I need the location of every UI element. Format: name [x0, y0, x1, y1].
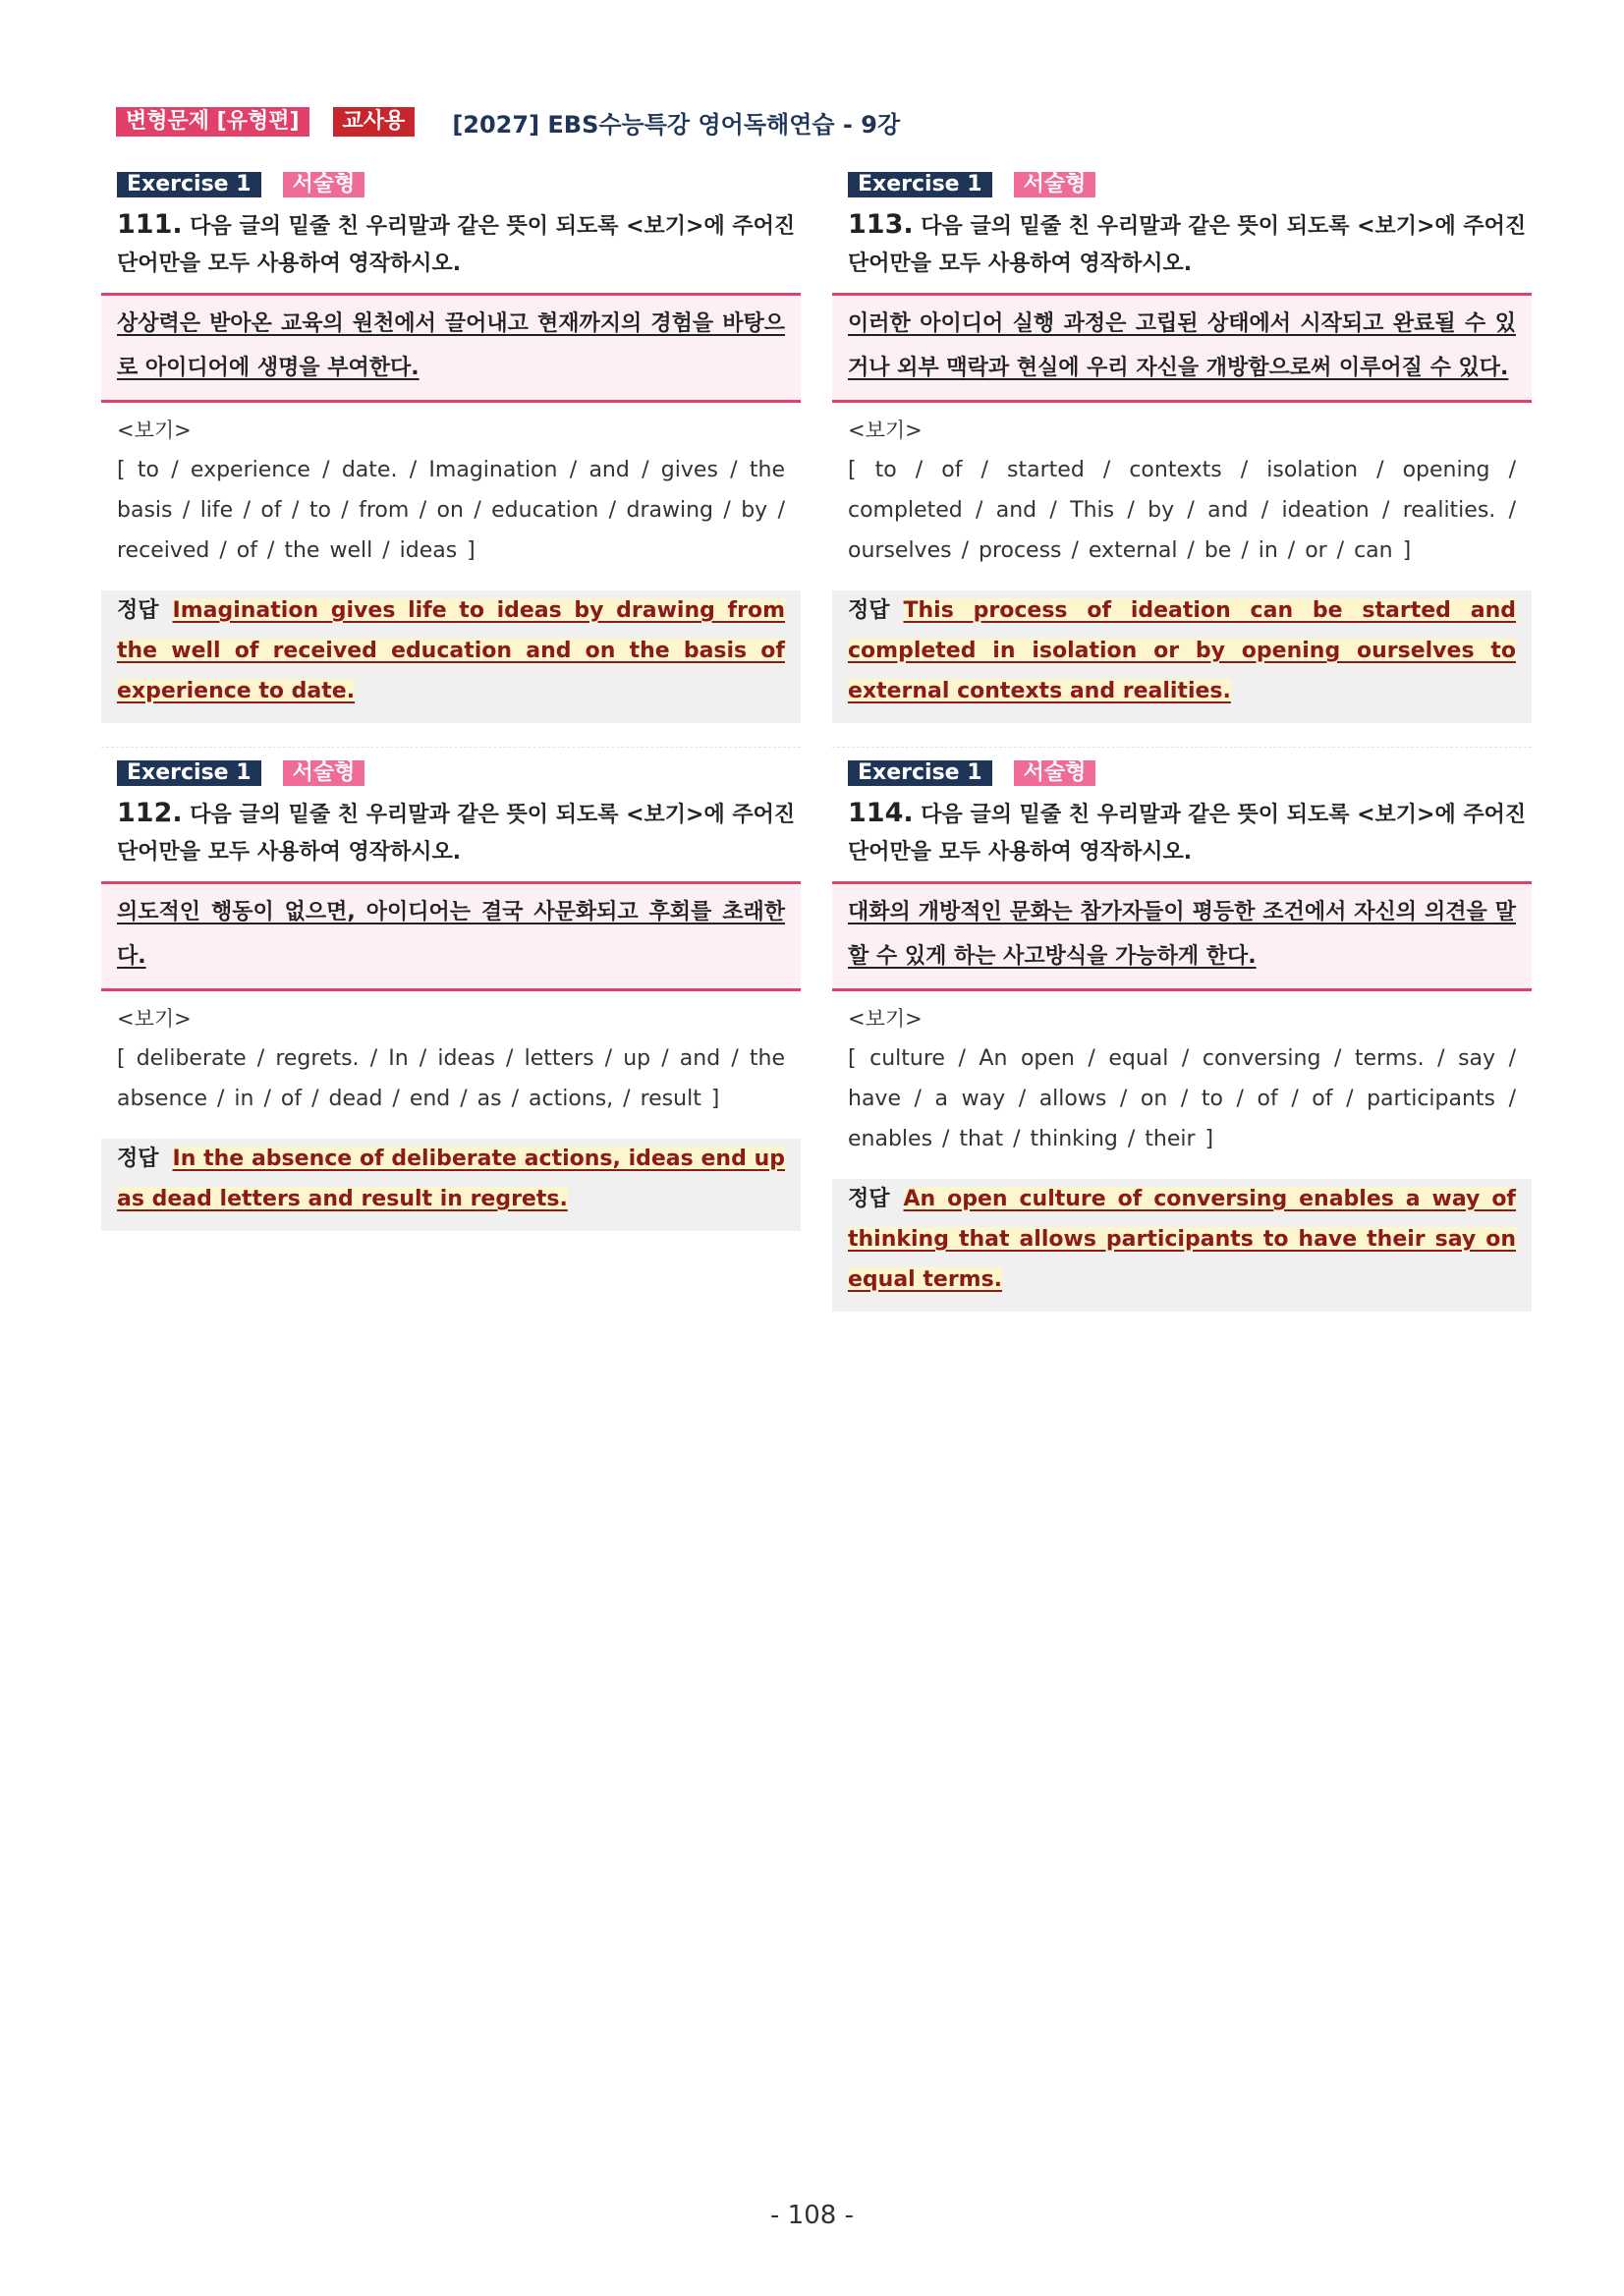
exercise-header — [848, 171, 1532, 198]
exercise-header — [117, 759, 801, 787]
exercise-block — [832, 171, 1532, 723]
answer-box — [101, 590, 801, 723]
answer-box — [832, 1179, 1532, 1312]
question-type-label: 서술형 — [1014, 760, 1096, 786]
bogi-label: <보기> — [117, 419, 192, 442]
question-number: 113. — [848, 209, 914, 240]
right-column — [832, 171, 1532, 1312]
korean-sentence-box — [101, 293, 801, 403]
answer-text: Imagination gives life to ideas by drawing from the well of received education and on the basis of experience to date. — [117, 598, 785, 703]
exercise-block — [101, 759, 801, 1231]
page-number: - 108 - — [770, 2201, 854, 2230]
exercise-label: Exercise 1 — [848, 760, 992, 786]
question-prompt — [848, 206, 1532, 283]
exercise-block — [832, 759, 1532, 1312]
korean-sentence-box — [832, 881, 1532, 991]
question-text: 다음 글의 밑줄 친 우리말과 같은 뜻이 되도록 <보기>에 주어진 단어만을 모두 사용하여 영작하시오. — [848, 803, 1527, 865]
left-column — [101, 171, 801, 1231]
exercise-block — [101, 171, 801, 723]
answer-text: In the absence of deliberate actions, ideas end up as dead letters and result in regrets. — [117, 1147, 785, 1211]
answer-text: This process of ideation can be started and completed in isolation or by opening ourselves to external contexts and realities. — [848, 598, 1516, 703]
question-number: 111. — [117, 209, 183, 240]
exercise-header — [117, 171, 801, 198]
word-bank: [ deliberate / regrets. / In / ideas / letters / up / and / the absence / in / of / dead / end / as / actions, / result ] — [117, 1046, 785, 1111]
exercise-header — [848, 759, 1532, 787]
answer-text: An open culture of conversing enables a way of thinking that allows participants to have their say on equal terms. — [848, 1187, 1516, 1292]
bogi-label: <보기> — [848, 1007, 923, 1031]
question-number: 112. — [117, 798, 183, 828]
exercise-label: Exercise 1 — [117, 760, 261, 786]
divider — [832, 747, 1532, 748]
question-prompt — [117, 206, 801, 283]
answer-box — [101, 1139, 801, 1231]
variant-problem-tag: 변형문제 [유형편] — [116, 107, 309, 137]
bogi-label: <보기> — [848, 419, 923, 442]
korean-sentence-box — [832, 293, 1532, 403]
page-header — [116, 104, 900, 140]
question-type-label: 서술형 — [283, 760, 365, 786]
question-text: 다음 글의 밑줄 친 우리말과 같은 뜻이 되도록 <보기>에 주어진 단어만을 모두 사용하여 영작하시오. — [117, 214, 796, 276]
bogi-label: <보기> — [117, 1007, 192, 1031]
question-text: 다음 글의 밑줄 친 우리말과 같은 뜻이 되도록 <보기>에 주어진 단어만을 모두 사용하여 영작하시오. — [848, 214, 1527, 276]
korean-sentence: 의도적인 행동이 없으면, 아이디어는 결국 사문화되고 후회를 초래한다. — [117, 900, 785, 969]
word-bank: [ to / of / started / contexts / isolation / opening / completed / and / This / by / and / ideation / realities. / ourselves / process / external / be / in / or / can ] — [848, 458, 1516, 563]
exercise-label: Exercise 1 — [848, 172, 992, 197]
answer-label: 정답 — [117, 598, 159, 623]
question-type-label: 서술형 — [1014, 172, 1096, 197]
question-prompt — [848, 795, 1532, 871]
korean-sentence: 대화의 개방적인 문화는 참가자들이 평등한 조건에서 자신의 의견을 말할 수 있게 하는 사고방식을 가능하게 한다. — [848, 900, 1516, 969]
word-bank: [ to / experience / date. / Imagination / and / gives / the basis / life / of / to / from / on / education / drawing / by / received / of / the well / ideas ] — [117, 458, 785, 563]
answer-label: 정답 — [117, 1147, 159, 1171]
teacher-tag: 교사용 — [333, 107, 416, 137]
question-prompt — [117, 795, 801, 871]
korean-sentence-box — [101, 881, 801, 991]
divider — [101, 747, 801, 748]
answer-box — [832, 590, 1532, 723]
question-text: 다음 글의 밑줄 친 우리말과 같은 뜻이 되도록 <보기>에 주어진 단어만을 모두 사용하여 영작하시오. — [117, 803, 796, 865]
word-bank: [ culture / An open / equal / conversing / terms. / say / have / a way / allows / on / to / of / of / participants / enables / that / thinking / their ] — [848, 1046, 1516, 1151]
question-number: 114. — [848, 798, 914, 828]
answer-label: 정답 — [848, 1187, 890, 1211]
question-type-label: 서술형 — [283, 172, 365, 197]
answer-label: 정답 — [848, 598, 890, 623]
exercise-label: Exercise 1 — [117, 172, 261, 197]
korean-sentence: 이러한 아이디어 실행 과정은 고립된 상태에서 시작되고 완료될 수 있거나 외부 맥락과 현실에 우리 자신을 개방함으로써 이루어질 수 있다. — [848, 311, 1516, 380]
korean-sentence: 상상력은 받아온 교육의 원천에서 끌어내고 현재까지의 경험을 바탕으로 아이디어에 생명을 부여한다. — [117, 311, 785, 380]
document-title: [2027] EBS수능특강 영어독해연습 - 9강 — [452, 110, 901, 139]
